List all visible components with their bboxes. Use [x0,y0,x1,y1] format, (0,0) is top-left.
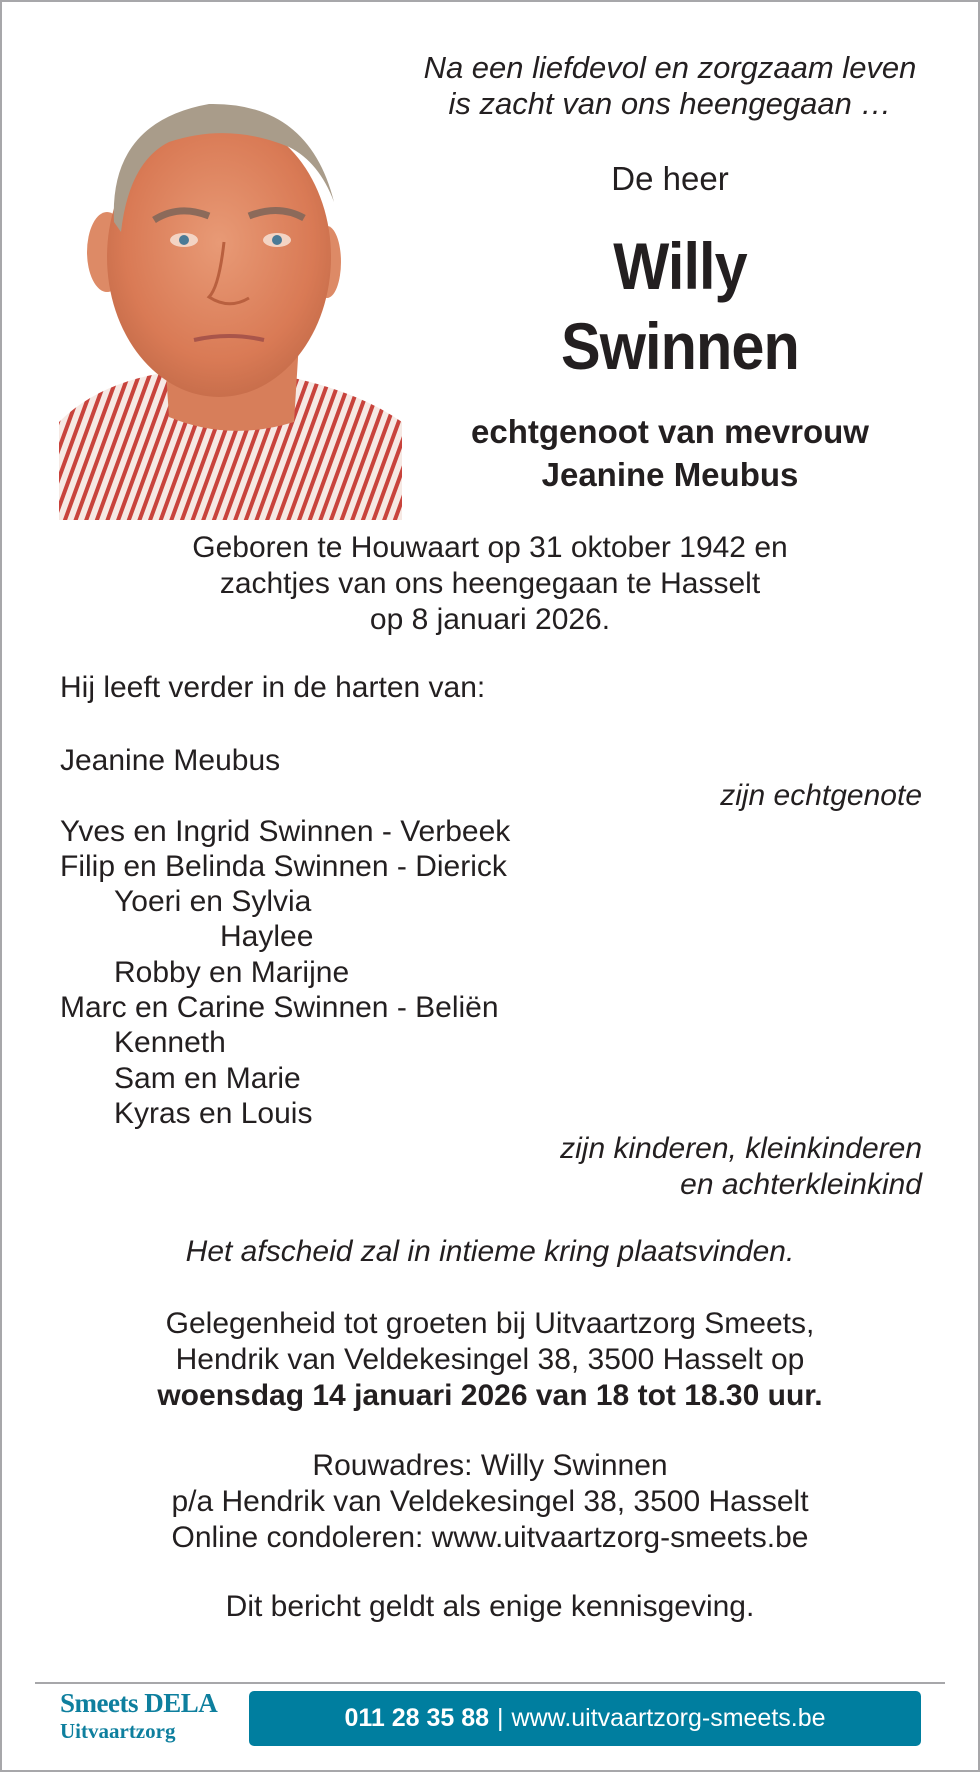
website-link[interactable]: www.uitvaartzorg-smeets.be [511,1704,826,1732]
spouse-info [400,410,940,496]
online-condolence-link[interactable]: Online condoleren: www.uitvaartzorg-smeets.be [171,1521,809,1554]
family-member: Haylee [220,920,314,954]
logo-line-1: Smeets DELA [60,1688,218,1718]
bio-line-3: op 8 januari 2026. [369,603,611,636]
footer-divider [35,1682,945,1684]
family-member: Kyras en Louis [114,1096,313,1130]
portrait-image [59,92,402,520]
children-role-line-2: en achterkleinkind [680,1167,922,1201]
deceased-name [428,226,932,386]
family-member: Yves en Ingrid Swinnen - Verbeek [60,814,511,848]
family-member: Filip en Belinda Swinnen - Dierick [60,849,507,883]
logo-line-2: Uitvaartzorg [60,1719,176,1743]
address-line-1: Rouwadres: Willy Swinnen [312,1449,668,1482]
contact-banner [249,1691,921,1746]
family-member: Robby en Marijne [114,955,350,989]
title-prefix: De heer [611,160,729,197]
spouse-role-row: zijn echtgenote [720,779,922,813]
family-member: Sam en Marie [114,1061,301,1095]
visitation-info [60,1306,920,1414]
mourning-address [60,1448,920,1556]
separator: | [497,1704,504,1732]
family-member: Marc en Carine Swinnen - Beliën [60,991,499,1025]
intro-line-1: Na een liefdevol en zorgzaam leven [423,50,917,85]
family-list [60,743,922,1202]
visit-line-2: Hendrik van Veldekesingel 38, 3500 Hasselt op [175,1343,805,1376]
bio-line-1: Geboren te Houwaart op 31 oktober 1942 en [192,531,788,564]
spouse-name-row: Jeanine Meubus [60,744,281,777]
first-name: Willy [613,229,747,303]
spouse-name: Jeanine Meubus [541,456,799,493]
phone-number[interactable]: 011 28 35 88 [344,1704,490,1732]
lead-text: Hij leeft verder in de harten van: [60,671,486,704]
funeral-home-logo [60,1688,217,1744]
address-line-2: p/a Hendrik van Veldekesingel 38, 3500 Hasselt [171,1485,809,1518]
spouse-relation: echtgenoot van mevrouw [471,413,869,450]
family-member: Yoeri en Sylvia [114,885,312,919]
notice-text: Dit bericht geldt als enige kennisgeving. [225,1590,755,1623]
family-member: Kenneth [114,1026,226,1060]
children-role-line-1: zijn kinderen, kleinkinderen [560,1132,922,1166]
farewell-text: Het afscheid zal in intieme kring plaatsvinden. [185,1235,795,1268]
visit-line-1: Gelegenheid tot groeten bij Uitvaartzorg Smeets, [165,1307,815,1340]
visit-datetime: woensdag 14 januari 2026 van 18 tot 18.30 uur. [157,1379,823,1412]
biography [60,530,920,638]
bio-line-2: zachtjes van ons heengegaan te Hasselt [219,567,761,600]
intro-text [400,50,940,122]
intro-line-2: is zacht van ons heengegaan … [448,86,892,121]
portrait-photo [59,92,402,520]
last-name: Swinnen [561,309,799,383]
